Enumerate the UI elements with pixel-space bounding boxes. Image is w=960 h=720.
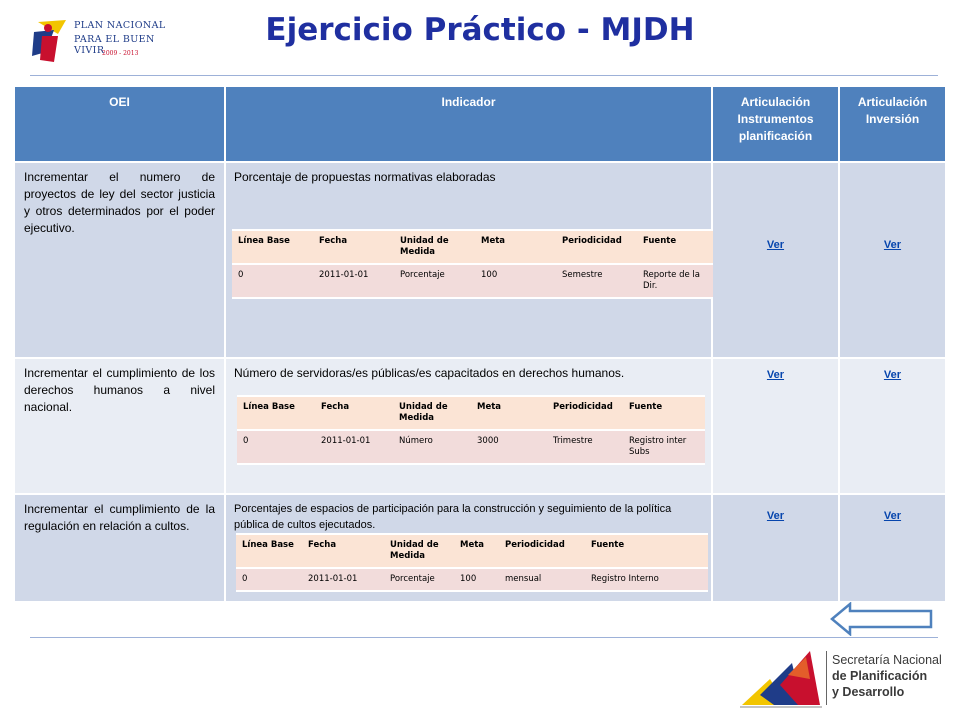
header-indicador: Indicador: [226, 87, 711, 161]
row-2-indicador: Número de servidoras/es públicas/es capacitados en derechos humanos.: [234, 366, 625, 380]
senplades-mark-icon: [740, 645, 822, 709]
detail-value-periodicidad: Semestre: [556, 265, 637, 297]
detail-value-unidad: Número: [393, 431, 471, 463]
row-3-ver-inversion-link[interactable]: Ver: [883, 510, 902, 522]
logo-line-3: 2009 - 2013: [102, 50, 139, 57]
header-oei: OEI: [15, 87, 224, 161]
row-2-indicador-cell: [226, 359, 711, 493]
row-1-ver-instrumentos-link[interactable]: Ver: [766, 239, 785, 251]
bottom-divider: [30, 637, 938, 638]
logo-line-1: PLAN NACIONAL: [74, 20, 166, 31]
detail-header-fecha: Fecha: [302, 535, 384, 567]
senplades-logo: [740, 645, 950, 713]
row-1-oei: Incrementar el numero de proyectos de ley del sector justicia y otros determinados por el poder ejecutivo.: [15, 163, 224, 357]
row-1-ver-inversion-link[interactable]: Ver: [883, 239, 902, 251]
row-3-inversion-cell: [840, 495, 945, 601]
row-1-detail-table: [232, 229, 714, 299]
detail-value-fecha: 2011-01-01: [302, 569, 384, 590]
detail-header-meta: Meta: [475, 231, 556, 263]
row-3-indicador-cell: [226, 495, 711, 601]
detail-value-meta: 100: [454, 569, 499, 590]
detail-value-fuente: Reporte de la Dir.: [637, 265, 714, 297]
row-3-oei: Incrementar el cumplimiento de la regulación en relación a cultos.: [15, 495, 224, 601]
detail-header-periodicidad: Periodicidad: [547, 397, 623, 429]
detail-value-unidad: Porcentaje: [394, 265, 475, 297]
footer-logo-line-2: de Planificación: [832, 669, 928, 683]
row-3-instrumentos-cell: [713, 495, 838, 601]
detail-value-fecha: 2011-01-01: [313, 265, 394, 297]
detail-header-meta: Meta: [454, 535, 499, 567]
header-articulacion-inversion: Articulación Inversión: [840, 87, 945, 161]
detail-header-linea-base: Línea Base: [232, 231, 313, 263]
detail-value-meta: 3000: [471, 431, 547, 463]
row-2-inversion-cell: [840, 359, 945, 493]
logo-divider: [826, 651, 827, 705]
row-3-indicador: Porcentajes de espacios de participación para la construcción y seguimiento de la política pública de cultos ejecutados.: [234, 503, 672, 531]
detail-value-fuente: Registro Interno: [585, 569, 708, 590]
detail-header-fuente: Fuente: [637, 231, 714, 263]
detail-value-fecha: 2011-01-01: [315, 431, 393, 463]
row-3-detail-table: [236, 533, 708, 592]
objectives-table: [15, 87, 945, 601]
detail-value-linea-base: 0: [237, 431, 315, 463]
detail-value-unidad: Porcentaje: [384, 569, 454, 590]
detail-value-fuente: Registro inter Subs: [623, 431, 705, 463]
detail-header-fuente: Fuente: [585, 535, 708, 567]
header-articulacion-instrumentos: Articulación Instrumentos planificación: [713, 87, 838, 161]
detail-header-unidad: Unidad de Medida: [393, 397, 471, 429]
detail-header-linea-base: Línea Base: [236, 535, 302, 567]
detail-value-periodicidad: mensual: [499, 569, 585, 590]
detail-value-periodicidad: Trimestre: [547, 431, 623, 463]
row-3-ver-instrumentos-link[interactable]: Ver: [766, 510, 785, 522]
logo-line-2: PARA EL BUEN VIVIR: [74, 34, 155, 56]
row-2-ver-inversion-link[interactable]: Ver: [883, 369, 902, 381]
detail-header-fecha: Fecha: [315, 397, 393, 429]
row-2-oei: Incrementar el cumplimiento de los derechos humanos a nivel nacional.: [15, 359, 224, 493]
row-1-inversion-cell: [840, 163, 945, 357]
row-1-indicador-cell: [226, 163, 711, 357]
row-2-detail-table: [237, 395, 705, 465]
top-divider: [30, 75, 938, 76]
detail-value-meta: 100: [475, 265, 556, 297]
row-2-ver-instrumentos-link[interactable]: Ver: [766, 369, 785, 381]
detail-header-linea-base: Línea Base: [237, 397, 315, 429]
row-1-instrumentos-cell: [713, 163, 838, 357]
detail-header-unidad: Unidad de Medida: [384, 535, 454, 567]
detail-header-fecha: Fecha: [313, 231, 394, 263]
detail-value-linea-base: 0: [236, 569, 302, 590]
back-arrow-icon[interactable]: [830, 602, 934, 636]
page-title: Ejercicio Práctico - MJDH: [265, 12, 695, 48]
detail-header-fuente: Fuente: [623, 397, 705, 429]
row-2-instrumentos-cell: [713, 359, 838, 493]
row-1-indicador: Porcentaje de propuestas normativas elaboradas: [234, 170, 496, 184]
footer-logo-line-1: Secretaría Nacional: [832, 653, 942, 667]
detail-header-periodicidad: Periodicidad: [499, 535, 585, 567]
detail-header-unidad: Unidad de Medida: [394, 231, 475, 263]
detail-header-periodicidad: Periodicidad: [556, 231, 637, 263]
detail-header-meta: Meta: [471, 397, 547, 429]
footer-logo-line-3: y Desarrollo: [832, 685, 905, 699]
detail-value-linea-base: 0: [232, 265, 313, 297]
